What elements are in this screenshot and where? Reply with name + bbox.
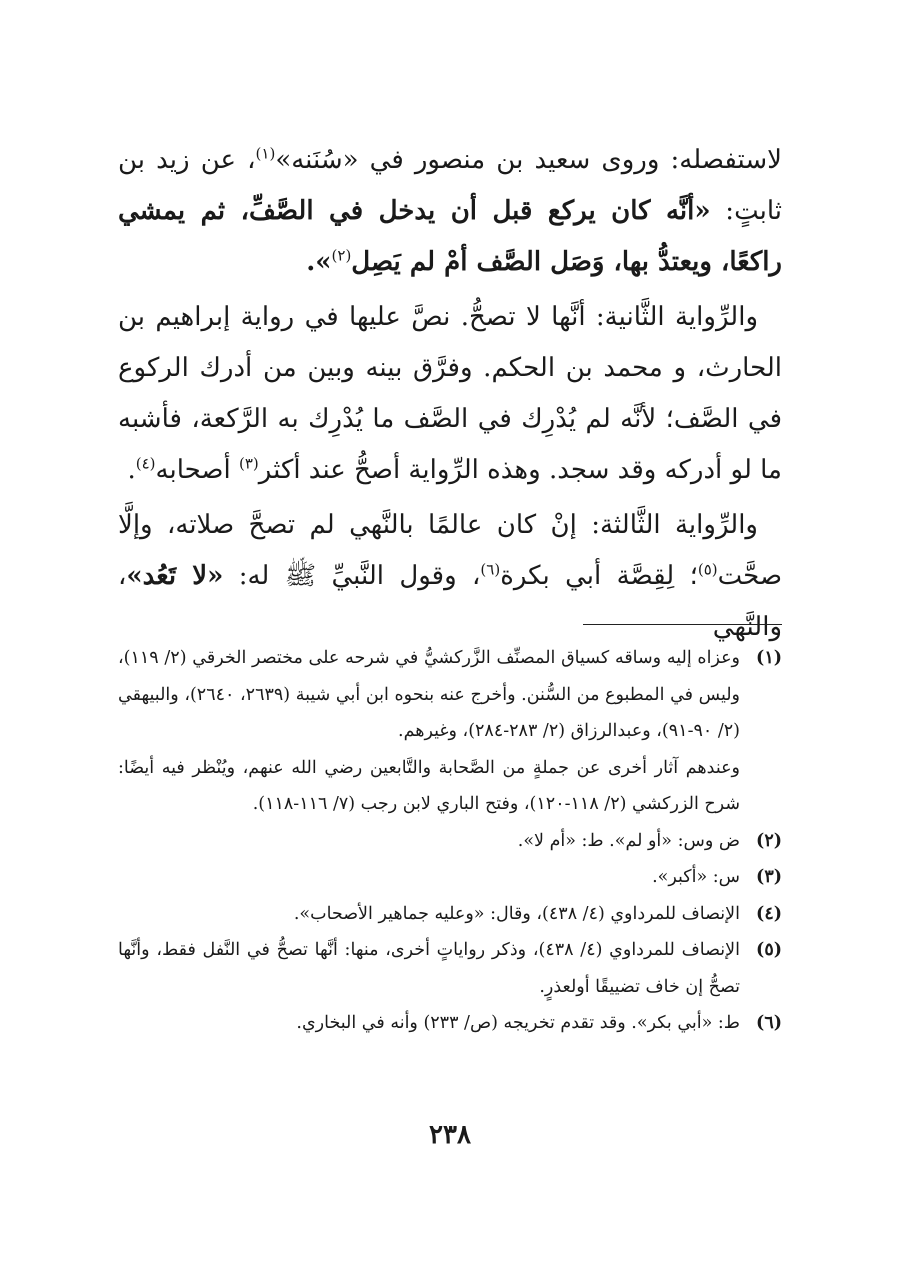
footnote-3 (118, 859, 782, 896)
p2-text-b: أصحابه (155, 455, 239, 485)
page-number: ٢٣٨ (429, 1120, 471, 1150)
footnote-number: (٢) (756, 830, 782, 851)
footnote-number: (١) (756, 648, 782, 668)
footnote-ref-3: (٣) (238, 454, 259, 473)
footnote-2 (118, 823, 782, 860)
footnote-number: (٣) (756, 867, 782, 887)
footnote-number: (٦) (756, 1013, 782, 1033)
paragraph-1 (118, 135, 782, 288)
footnote-ref-2: (٢) (331, 246, 352, 265)
p1-end: ». (306, 247, 332, 277)
p3-text-c: ، وقول النَّبيِّ ﷺ له: (223, 561, 481, 591)
footnote-ref-1: (١) (255, 144, 276, 163)
footnote-text: وعزاه إليه وساقه كسياق المصنِّف الزَّركشيُّ في شرحه على مختصر الخرقي (٢/ ١١٩)، وليس في المطبوع من السُّنن. وأخرج عنه بنحوه ابن أبي شيبة (٢٦٣٩، ٢٦٤٠)، والبيهقي (٢/ ٩٠-٩١)، وعبدالرزاق (٢/ ٢٨٣-٢٨٤)، وغيرهم. (118, 648, 741, 741)
footnote-number: (٤) (756, 903, 782, 924)
footnote-4 (118, 896, 782, 933)
footnote-text: س: «أكبر». (652, 867, 740, 887)
footnote-text: الإنصاف للمرداوي (٤/ ٤٣٨)، وذكر رواياتٍ أخرى، منها: أنَّها تصحُّ في النَّفل فقط، وأنَّها تصحُّ إن خاف تضييقًا أولعذرٍ. (118, 940, 740, 997)
paragraph-3 (118, 500, 782, 653)
footnote-text: ط: «أبي بكر». وقد تقدم تخريجه (ص/ ٢٣٣) وأنه في البخاري. (296, 1013, 740, 1033)
footnotes (118, 640, 782, 1042)
footnote-6 (118, 1005, 782, 1042)
footnote-text: ض وس: «أو لم». ط: «أم لا». (517, 830, 740, 851)
footnote-1-continuation: وعندهم آثار أخرى عن جملةٍ من الصَّحابة والتَّابعين رضي الله عنهم، ويُنْظر فيه أيضًا: شرح الزركشي (٢/ ١١٨-١٢٠)، وفتح الباري لابن رجب (٧/ ١١٦-١١٨). (118, 757, 740, 814)
footnote-ref-5: (٥) (697, 560, 718, 579)
footnote-1 (118, 640, 782, 750)
paragraph-2 (118, 292, 782, 496)
p2-text: والرِّواية الثَّانية: أنَّها لا تصحُّ. نصَّ عليها في رواية إبراهيم بن الحارث، و محمد بن الحكم. وفرَّق بينه وبين من أدرك الركوع في الصَّف؛ لأنَّه لم يُدْرِك في الصَّف ما يُدْرِك به الرَّكعة، فأشبه ما لو أدركه وقد سجد. وهذه الرِّواية أصحُّ عند أكثر (118, 302, 782, 485)
footnote-text: الإنصاف للمرداوي (٤/ ٤٣٨)، وقال: «وعليه جماهير الأصحاب». (293, 903, 740, 924)
footnote-separator (583, 624, 782, 625)
p3-quote: «لا تَعُد» (126, 561, 224, 591)
p1-text-b: ، عن زيد بن ثابتٍ: (118, 145, 782, 226)
p3-text-b: ؛ لِقِصَّة أبي بكرة (500, 561, 698, 591)
footnote-number: (٥) (756, 940, 782, 960)
footnote-ref-6: (٦) (480, 560, 501, 579)
footnote-ref-4: (٤) (135, 454, 156, 473)
p1-text-a: لاستفصله: وروى سعيد بن منصور في «سُنَنه» (275, 145, 782, 175)
p1-quote: «أنَّه كان يركع قبل أن يدخل في الصَّفِّ، ثم يمشي راكعًا، ويعتدُّ بها، وَصَل الصَّف أمْ لم يَصِل (118, 196, 782, 277)
p3-text-d: ، والنَّهي (118, 561, 782, 642)
main-text (118, 135, 782, 657)
p3-text: والرِّواية الثَّالثة: إنْ كان عالمًا بالنَّهي لم تصحَّ صلاته، وإلَّا صحَّت (118, 510, 783, 591)
p2-end: . (127, 455, 136, 485)
footnote-5 (118, 932, 782, 1005)
